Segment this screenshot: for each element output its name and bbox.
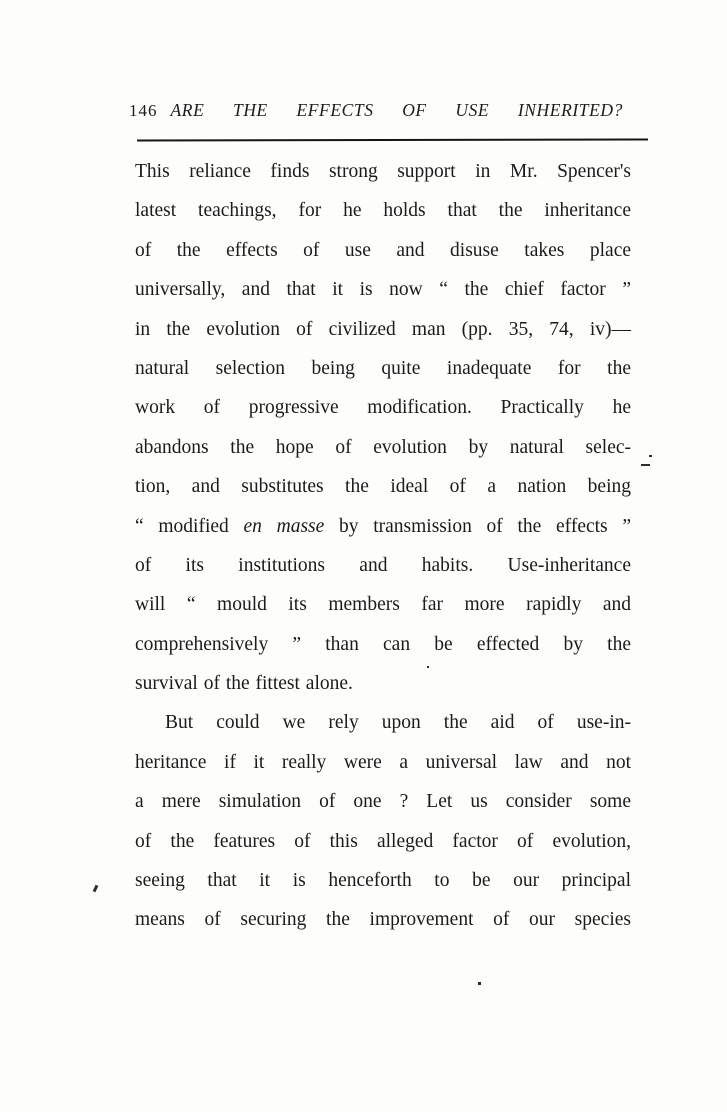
text-line [135, 428, 631, 467]
text-run: “ modified [135, 515, 244, 537]
text-line [135, 388, 631, 427]
text-run: comprehensively ” than can be effected by the [135, 633, 631, 655]
text-line [135, 900, 631, 939]
scan-artifact [641, 464, 650, 466]
text-line [135, 782, 631, 821]
text-line [135, 546, 631, 585]
text-run: abandons the hope of evolution by natural selec- [135, 436, 631, 458]
text-line [135, 467, 631, 506]
text-line [135, 231, 631, 270]
running-title: ARE THE EFFECTS OF USE INHERITED? [170, 100, 623, 120]
text-line [135, 703, 631, 742]
text-run: heritance if it really were a universal law and not [135, 751, 631, 773]
text-line [135, 310, 631, 349]
text-line [135, 507, 631, 546]
text-line [135, 743, 631, 782]
text-run: natural selection being quite inadequate for the [135, 357, 631, 379]
text-run: This reliance finds strong support in Mr. Spencer's [135, 161, 631, 182]
text-line [135, 625, 631, 664]
text-run: tion, and substitutes the ideal of a nation being [135, 476, 631, 498]
text-run: seeing that it is henceforth to be our principal [135, 870, 631, 892]
text-run: means of securing the improvement of our species [135, 909, 631, 931]
scan-artifact [93, 885, 99, 893]
text-run: of its institutions and habits. Use-inheritance [135, 554, 631, 576]
text-run: of the effects of use and disuse takes place [135, 239, 631, 261]
text-run: latest teachings, for he holds that the inheritance [135, 200, 631, 222]
text-run: by transmission of the effects ” [324, 515, 632, 537]
text-lines [135, 152, 631, 940]
text-line [135, 861, 631, 900]
text-line [135, 152, 631, 191]
text-run: will “ mould its members far more rapidly and [135, 594, 631, 616]
text-run: work of progressive modification. Practically he [135, 397, 631, 419]
text-run: universally, and that it is now “ the chief factor ” [135, 279, 631, 301]
text-line [135, 585, 631, 624]
scan-artifact [427, 666, 429, 668]
text-run: survival of the fittest alone. [135, 673, 353, 695]
text-run: a mere simulation of one ? Let us consider some [135, 791, 631, 813]
scan-artifact [478, 982, 481, 985]
text-line [135, 270, 631, 309]
scan-artifact [649, 455, 652, 457]
text-run: in the evolution of civilized man (pp. 35, 74, iv)— [135, 318, 631, 340]
page-number: 146 [129, 101, 158, 120]
header-rule [137, 138, 648, 141]
text-line [135, 349, 631, 388]
text-line [135, 191, 631, 230]
italic-run: en masse [243, 515, 325, 537]
text-line [135, 664, 631, 703]
page-header [129, 100, 623, 121]
text-line [135, 822, 631, 861]
text-run: of the features of this alleged factor of evolution, [135, 830, 631, 852]
text-run: But could we rely upon the aid of use-in- [165, 712, 631, 734]
